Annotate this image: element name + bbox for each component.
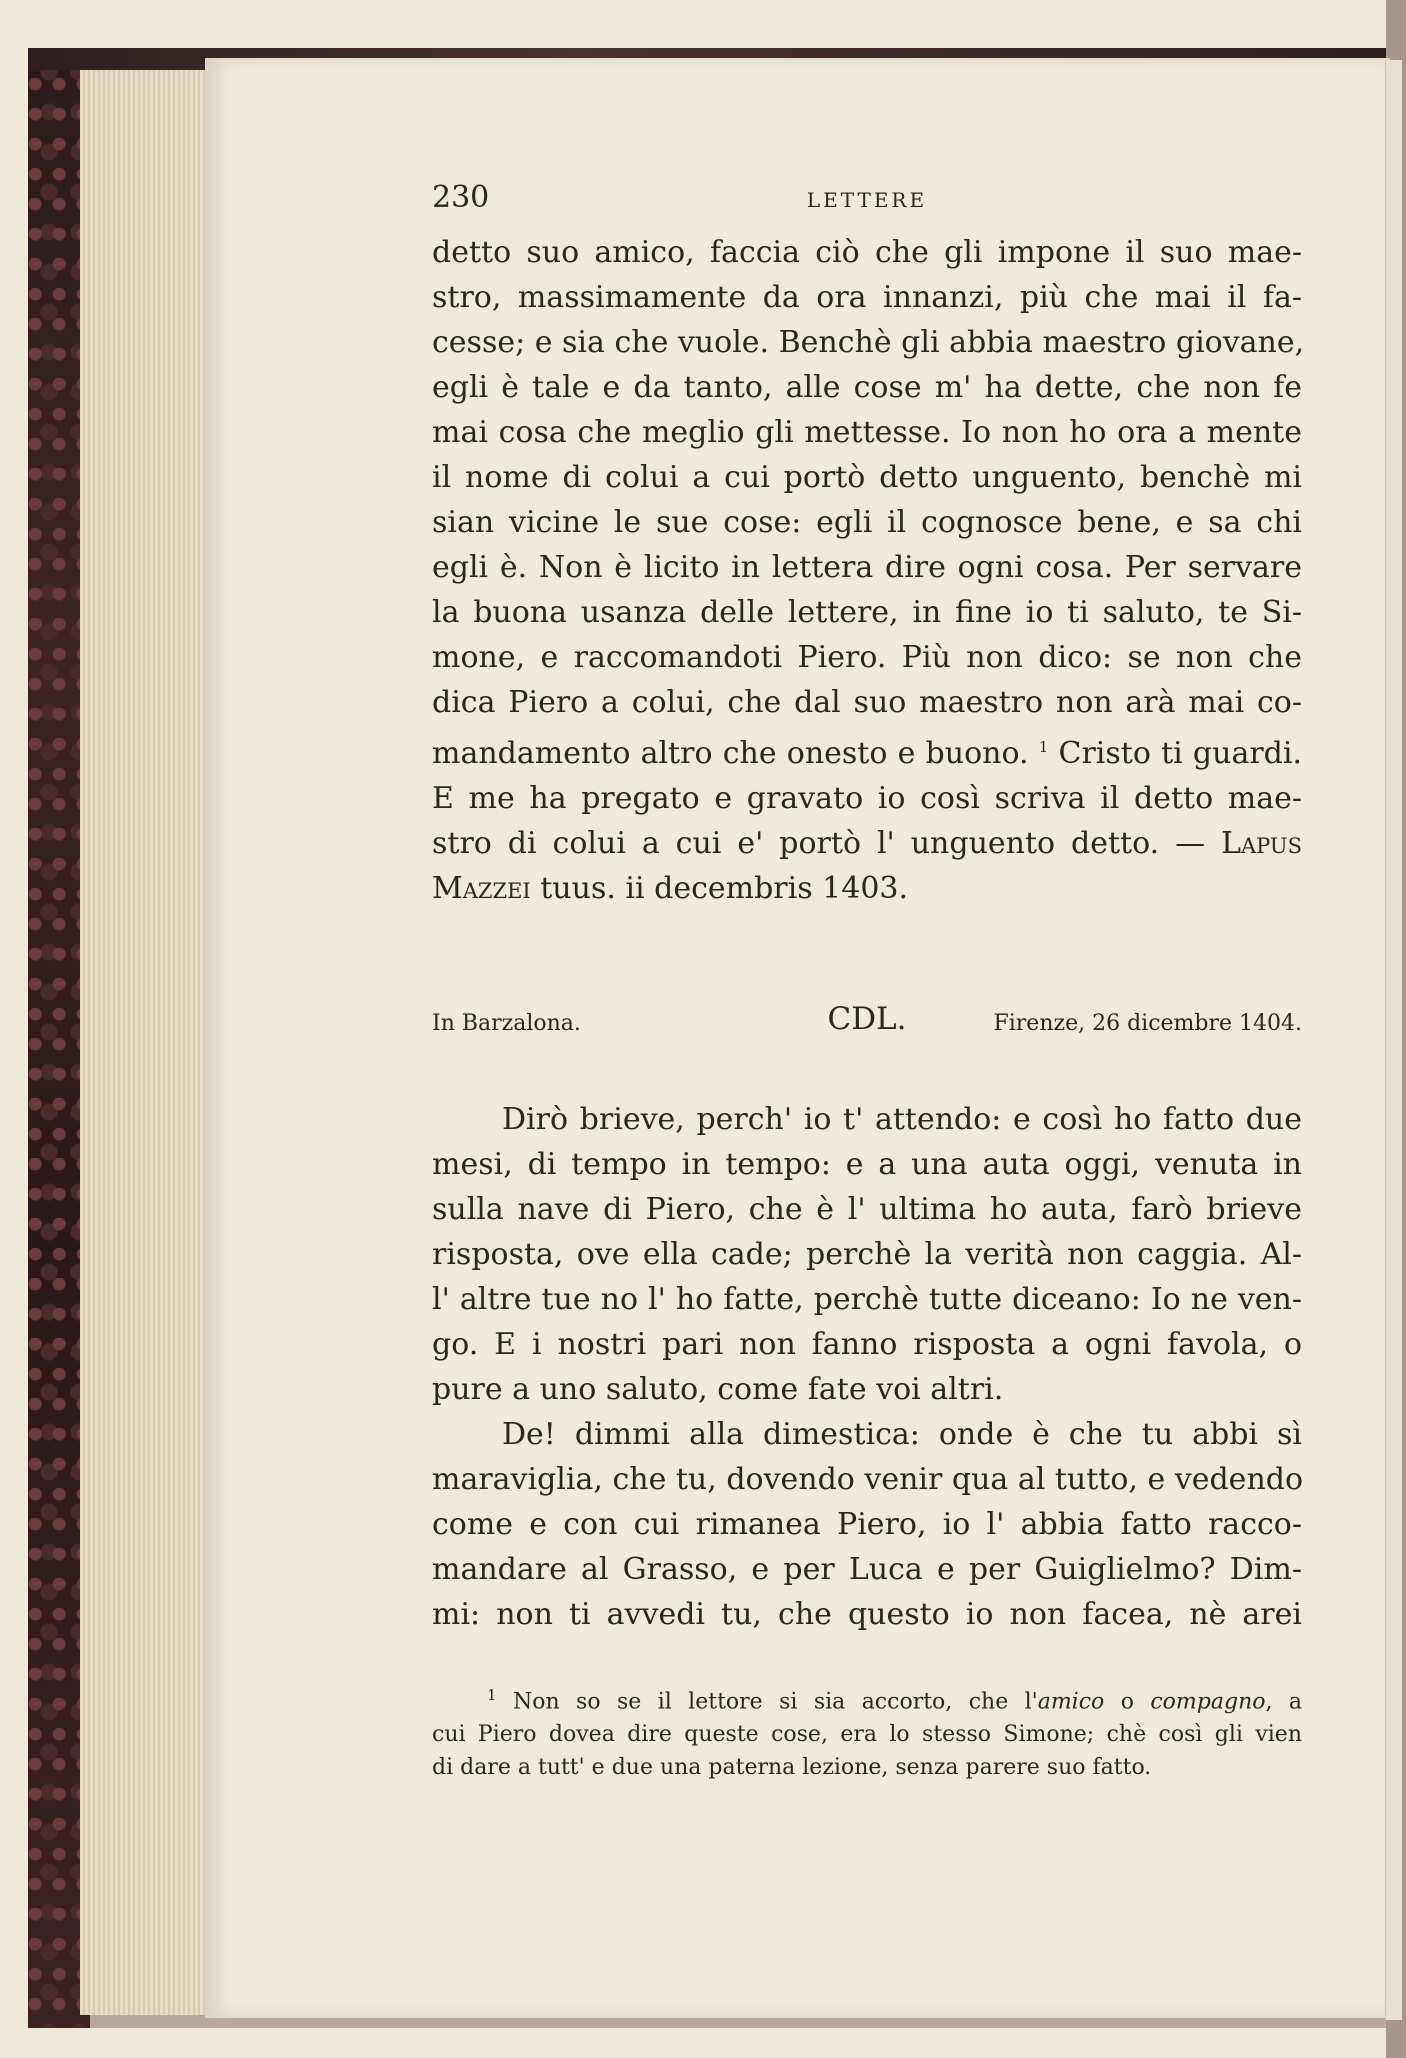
text-line-closing (432, 866, 1302, 911)
footnote-text: , a (1265, 1689, 1303, 1715)
footnote-marker: 1 (487, 1686, 497, 1704)
letter-heading (432, 1001, 1302, 1047)
footnote-line (432, 1679, 1302, 1718)
text-line: risposta, ove ella cade; perchè la verità non caggia. Al- (432, 1237, 1302, 1272)
facing-page-edge (1385, 60, 1402, 2020)
text-line-with-note (432, 725, 1302, 776)
footnote-italic: amico (1037, 1689, 1105, 1715)
page-number: 230 (432, 180, 490, 215)
page-text (432, 180, 1305, 1784)
text-line: De! dimmi alla dimestica: onde è che tu abbi sì (502, 1417, 1302, 1452)
footnote-text: o (1104, 1689, 1151, 1715)
text-line: egli è tale e da tanto, alle cose m' ha dette, che non fe (432, 370, 1302, 405)
text-line: Dirò brieve, perch' io t' attendo: e così ho fatto due (502, 1102, 1302, 1137)
text-line: egli è. Non è licito in lettera dire ogni cosa. Per servare (432, 550, 1302, 585)
footnotes (432, 1679, 1302, 1784)
closing-date: tuus. ii decembris 1403. (540, 871, 909, 906)
text-line: maraviglia, che tu, dovendo venir qua al tutto, e vedendo (432, 1462, 1304, 1497)
text-line: E me ha pregato e gravato io così scriva il detto mae- (432, 781, 1302, 816)
text-line-signature (432, 821, 1302, 866)
text-line: sulla nave di Piero, che è l' ultima ho auta, farò brieve (432, 1192, 1302, 1227)
text-line: la buona usanza delle lettere, in fine io ti saluto, te Si- (432, 595, 1302, 630)
text-line: mone, e raccomandoti Piero. Più non dico: se non che (432, 640, 1302, 675)
letter-destination: In Barzalona. (432, 1011, 581, 1036)
text-segment: Cristo ti guardi. (1048, 736, 1303, 771)
text-line: mesi, di tempo in tempo: e a una auta oggi, venuta in (432, 1147, 1302, 1182)
running-head (432, 180, 1302, 230)
letter-paragraph-2 (432, 1412, 1302, 1637)
preceding-letter (432, 230, 1305, 911)
footnote-text: Non so se il lettore si sia accorto, che l' (512, 1689, 1038, 1715)
footnote-italic: compagno (1150, 1689, 1266, 1715)
letter-place-date: Firenze, 26 dicembre 1404. (993, 1011, 1302, 1036)
page-edges (80, 70, 212, 2015)
signature-first-name: Lapus (1221, 826, 1302, 861)
letter-number: CDL. (827, 1001, 907, 1037)
text-line: sian vicine le sue cose: egli il cognosce bene, e sa chi (432, 505, 1302, 540)
text-line: stro, massimamente da ora innanzi, più che mai il fa- (432, 280, 1302, 315)
text-line: mandare al Grasso, e per Luca e per Guiglielmo? Dim- (432, 1552, 1302, 1587)
signature-last-name: Mazzei (432, 871, 531, 906)
text-line: il nome di colui a cui portò detto unguento, benchè mi (432, 460, 1302, 495)
text-line: dica Piero a colui, che dal suo maestro non arà mai co- (432, 685, 1302, 720)
text-line: mai cosa che meglio gli mettesse. Io non ho ora a mente (432, 415, 1302, 450)
text-line: pure a uno saluto, come fate voi altri. (432, 1372, 1004, 1407)
text-segment: stro di colui a cui e' portò l' unguento detto. — (432, 826, 1206, 861)
footnote-reference: 1 (1038, 738, 1049, 756)
footnote-line: cui Piero dovea dire queste cose, era lo stesso Simone; chè così gli vien (432, 1722, 1302, 1748)
text-line: mi: non ti avvedi tu, che questo io non facea, nè arei (432, 1597, 1302, 1632)
text-line: come e con cui rimanea Piero, io l' abbia fatto racco- (432, 1507, 1302, 1542)
letter-paragraph-1 (432, 1097, 1302, 1412)
section-title: LETTERE (806, 188, 928, 212)
text-line: cesse; e sia che vuole. Benchè gli abbia maestro giovane, (432, 325, 1305, 360)
text-line: go. E i nostri pari non fanno risposta a ogni favola, o (432, 1327, 1302, 1362)
text-line: detto suo amico, faccia ciò che gli impone il suo mae- (432, 235, 1302, 270)
text-segment: mandamento altro che onesto e buono. (432, 736, 1029, 771)
footnote-line: di dare a tutt' e due una paterna lezione, senza parere suo fatto. (432, 1755, 1152, 1781)
text-line: l' altre tue no l' ho fatte, perchè tutte diceano: Io ne ven- (432, 1282, 1302, 1317)
